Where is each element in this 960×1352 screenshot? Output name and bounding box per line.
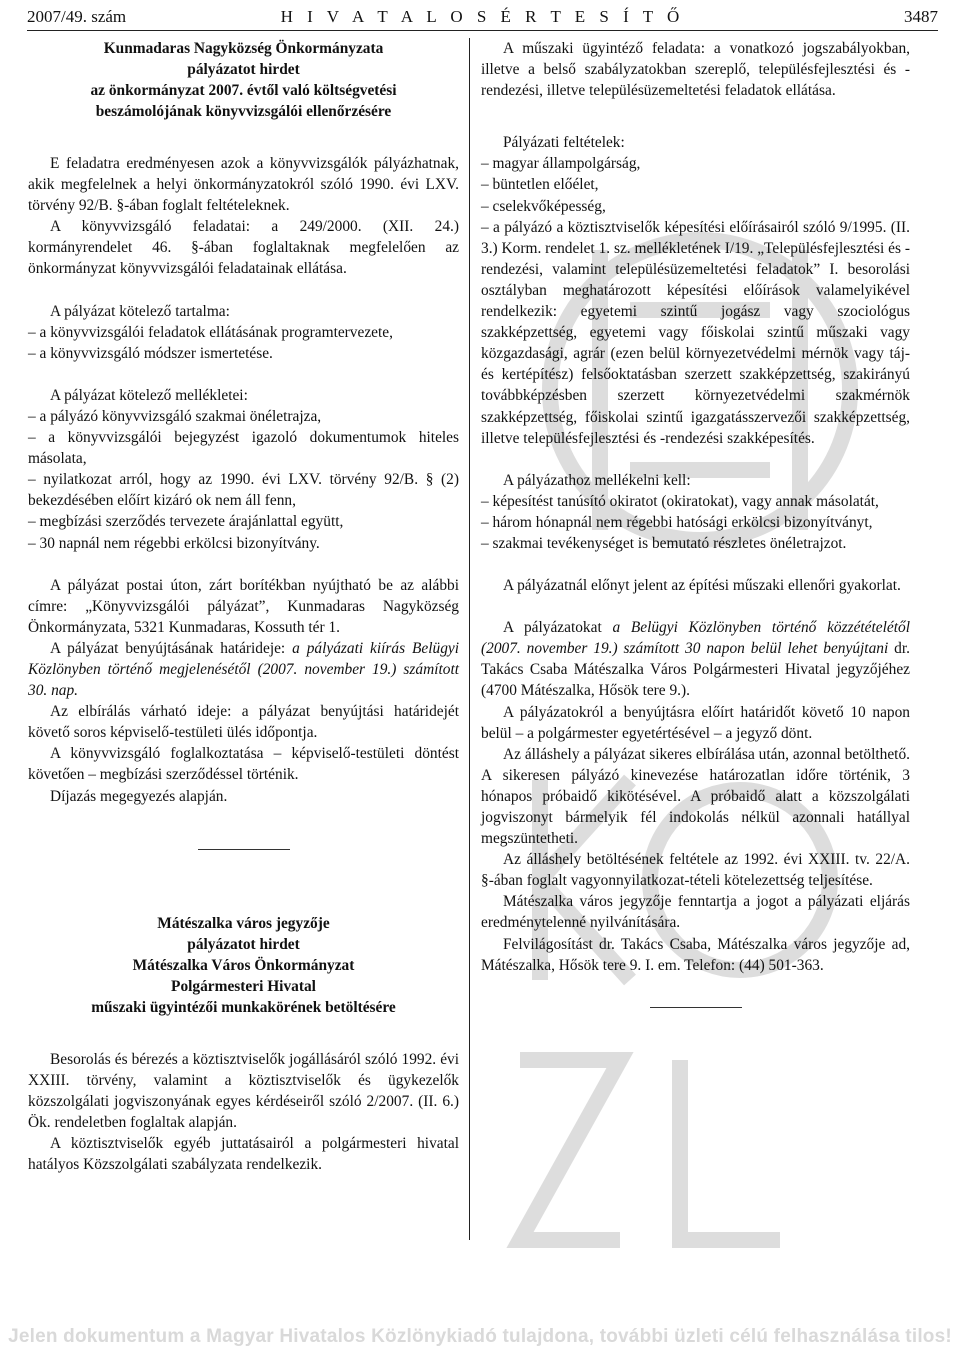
paragraph-eligibility: E feladatra eredményesen azok a könyvvizsgálók pályázhatnak, akik megfelelnek a helyi önkormányzatokról szóló 1990. évi LXV. törvény 92/B. §-ában foglalt feltételeknek.: [28, 155, 459, 215]
list-item: – a könyvvizsgálói feladatok ellátásának programtervezete,: [28, 323, 393, 341]
paragraph-employment: A könyvvizsgáló foglalkoztatása – képviselő-testületi döntést követően – megbízási szerződéssel történik.: [28, 745, 459, 784]
notice-title-kunmadaras-line4: beszámolójának könyvvizsgálói ellenőrzésére: [95, 103, 392, 120]
list-item: – büntetlen előélet,: [481, 176, 599, 194]
notice-title-mateszalka-line1: Mátészalka város jegyzője: [157, 914, 330, 932]
submission-deadline: a Belügyi Közlönyben történő közzétételétől (2007. november 19.) számított 30 napon belül lehet benyújtani: [481, 619, 910, 658]
left-column: [28, 38, 459, 1175]
notice-title-mateszalka-line3: Mátészalka Város Önkormányzat: [132, 956, 355, 974]
page-number: 3487: [904, 7, 938, 26]
paragraph-reservation: Mátészalka város jegyzője fenntartja a jogot a pályázati eljárás eredménytelenné nyilvánítására.: [481, 893, 910, 932]
column-divider: [469, 38, 470, 1240]
list-item: – a pályázó a köztisztviselők képesítési előírásairól szóló 9/1995. (II. 3.) Korm. rendelet 1. sz. mellékletének I/19. „Településfejlesztési és -rendezési, valamint településüzemeltetési feladatok” I. besorolási osztályban meghatározott képesítési előírások valamelyikével rendelkezik: egyetemi szintű jogász vagy szociológus szakképzettség, egyetemi vagy főiskolai szintű műszaki vagy közgazdasági, agrár (ezen belül környezetvédelmi mérnök vagy táj- és kertépítész) felsőoktatásban szerzett szakképzettség, szakirányú továbbképzésben szerzett környezetvédelmi szakmérnök szakképzettség, főiskolai szintű igazgatásszervezői szakképzettség, illetve településfejlesztési és -rendezési szakképesítés.: [481, 218, 910, 447]
submission-recipient: dr. Takács Csaba Mátészalka Város Polgármesteri Hivatal jegyzőjéhez (4700 Mátészalka, Hősök tere 9.).: [481, 640, 910, 700]
content-requirements-heading: A pályázat kötelező tartalma:: [50, 302, 230, 320]
list-item: – megbízási szerződés tervezete árajánlattal együtt,: [28, 513, 344, 531]
list-item: – képesítést tanúsító okiratot (okiratokat), vagy annak másolatát,: [481, 492, 879, 510]
paragraph-classification: Besorolás és bérezés a köztisztviselők jogállásáról szóló 1992. évi XXIII. törvény, valamint a köztisztviselők és ügykezelők közszolgálati jogviszonyának egyes kérdéseiről szóló 2/2007. (II. 6.) Ök. rendeletben foglaltak alapján.: [28, 1050, 459, 1131]
notice-title-kunmadaras-line3: az önkormányzat 2007. évtől való költségvetési: [90, 82, 397, 99]
deadline-value: a pályázati kiírás Belügyi Közlönyben történő megjelenésétől (2007. november 19.) számított 30. nap.: [28, 639, 460, 700]
conditions-heading: Pályázati feltételek:: [503, 134, 625, 152]
list-item: – a könyvvizsgálói bejegyzést igazoló dokumentumok hiteles másolata,: [28, 429, 459, 468]
list-item: – cselekvőképesség,: [481, 197, 606, 215]
list-item: – a pályázó könyvvizsgáló szakmai önéletrajza,: [28, 407, 322, 425]
submission-lead: A pályázatokat: [503, 619, 613, 637]
deadline-label: A pályázat benyújtásának határideje:: [50, 639, 293, 657]
paragraph-fee: Díjazás megegyezés alapján.: [50, 787, 228, 805]
paragraph-start: Az álláshely a pályázat sikeres elbírálása után, azonnal betölthető. A sikeresen pályázó kinevezése határozatlan időre történik, 3 hónapos próbaidő kikötésével. A próbaidő alatt a közszolgálati jogviszonyt bármelyik fél indokolás nélkül azonnali hatállyal megszüntetheti.: [481, 745, 910, 848]
attachments-heading: A pályázat kötelező mellékletei:: [50, 386, 248, 404]
paragraph-submission-address: A pályázat postai úton, zárt borítékban nyújtható be az alábbi címre: „Könyvvizsgálói pályázat”, Kunmadaras Nagyközség Önkormányzata, 5321 Kunmadaras, Kossuth tér 1.: [28, 576, 459, 636]
paragraph-contact: Felvilágosítást dr. Takács Csaba, Mátészalka város jegyzője ad, Mátészalka, Hősök tere 9. I. em. Telefon: (44) 501-363.: [481, 935, 910, 974]
notice-title-kunmadaras-line1: Kunmadaras Nagyközség Önkormányzata: [103, 40, 384, 57]
list-item: – magyar állampolgárság,: [481, 155, 641, 173]
page-header: [27, 6, 938, 30]
header-rule: [27, 30, 938, 31]
list-item: – szakmai tevékenységet is bemutató részletes önéletrajzot.: [481, 534, 847, 552]
paragraph-evaluation: Az elbírálás várható ideje: a pályázat benyújtási határidejét követő soros képviselő-testületi ülés időpontja.: [28, 703, 459, 742]
paragraph-decision: A pályázatokról a benyújtásra előírt határidőt követő 10 napon belül – a polgármester egyetértésével – a jegyző dönt.: [481, 703, 910, 742]
paragraph-duties: A könyvvizsgáló feladatai: a 249/2000. (XII. 24.) kormányrendelet 46. §-ában foglaltaknak megfelelően az önkormányzat könyvvizsgálói feladatainak ellátása.: [28, 218, 459, 278]
notice-title-mateszalka-line5: műszaki ügyintézői munkakörének betöltésére: [91, 998, 396, 1016]
list-item: – három hónapnál nem régebbi hatósági erkölcsi bizonyítványt,: [481, 513, 873, 531]
section-separator: [650, 1007, 742, 1008]
publication-title: H I V A T A L O S É R T E S Í T Ő: [280, 7, 685, 26]
list-item: – nyilatkozat arról, hogy az 1990. évi LXV. törvény 92/B. § (2) bekezdésében előírt kizáró ok nem áll fenn,: [28, 471, 459, 510]
paragraph-submission: [481, 617, 910, 701]
notice-title-kunmadaras-line2: pályázatot hirdet: [187, 61, 300, 78]
notice-title-mateszalka-line2: pályázatot hirdet: [187, 935, 300, 953]
right-column: [481, 38, 910, 1008]
paragraph-asset-declaration: Az álláshely betöltésének feltétele az 1992. évi XXIII. tv. 22/A. §-ában foglalt vagyonnyilatkozat-tételi kötelezettség teljesítése.: [481, 851, 910, 890]
list-item: – 30 napnál nem régebbi erkölcsi bizonyítvány.: [28, 534, 320, 552]
paragraph-benefits: A köztisztviselők egyéb juttatásairól a polgármesteri hivatal hatályos Közszolgálati szabályzata rendelkezik.: [28, 1135, 459, 1174]
paragraph-deadline: [28, 638, 459, 701]
paragraph-advantage: A pályázatnál előnyt jelent az építési műszaki ellenőri gyakorlat.: [503, 577, 901, 595]
copyright-footer: Jelen dokumentum a Magyar Hivatalos Közlönykiadó tulajdona, további üzleti célú felhasználása tilos!: [8, 1326, 952, 1347]
issue-number: 2007/49. szám: [27, 7, 127, 26]
notice-title-mateszalka-line4: Polgármesteri Hivatal: [171, 977, 316, 995]
paragraph-task: A műszaki ügyintéző feladata: a vonatkozó jogszabályokban, illetve a belső szabályzatokban szereplő, településfejlesztési és -rendezési, illetve településüzemeltetési feladatok ellátása.: [481, 40, 910, 100]
attachments-required-heading: A pályázathoz mellékelni kell:: [503, 471, 691, 489]
list-item: – a könyvvizsgáló módszer ismertetése.: [28, 344, 273, 362]
